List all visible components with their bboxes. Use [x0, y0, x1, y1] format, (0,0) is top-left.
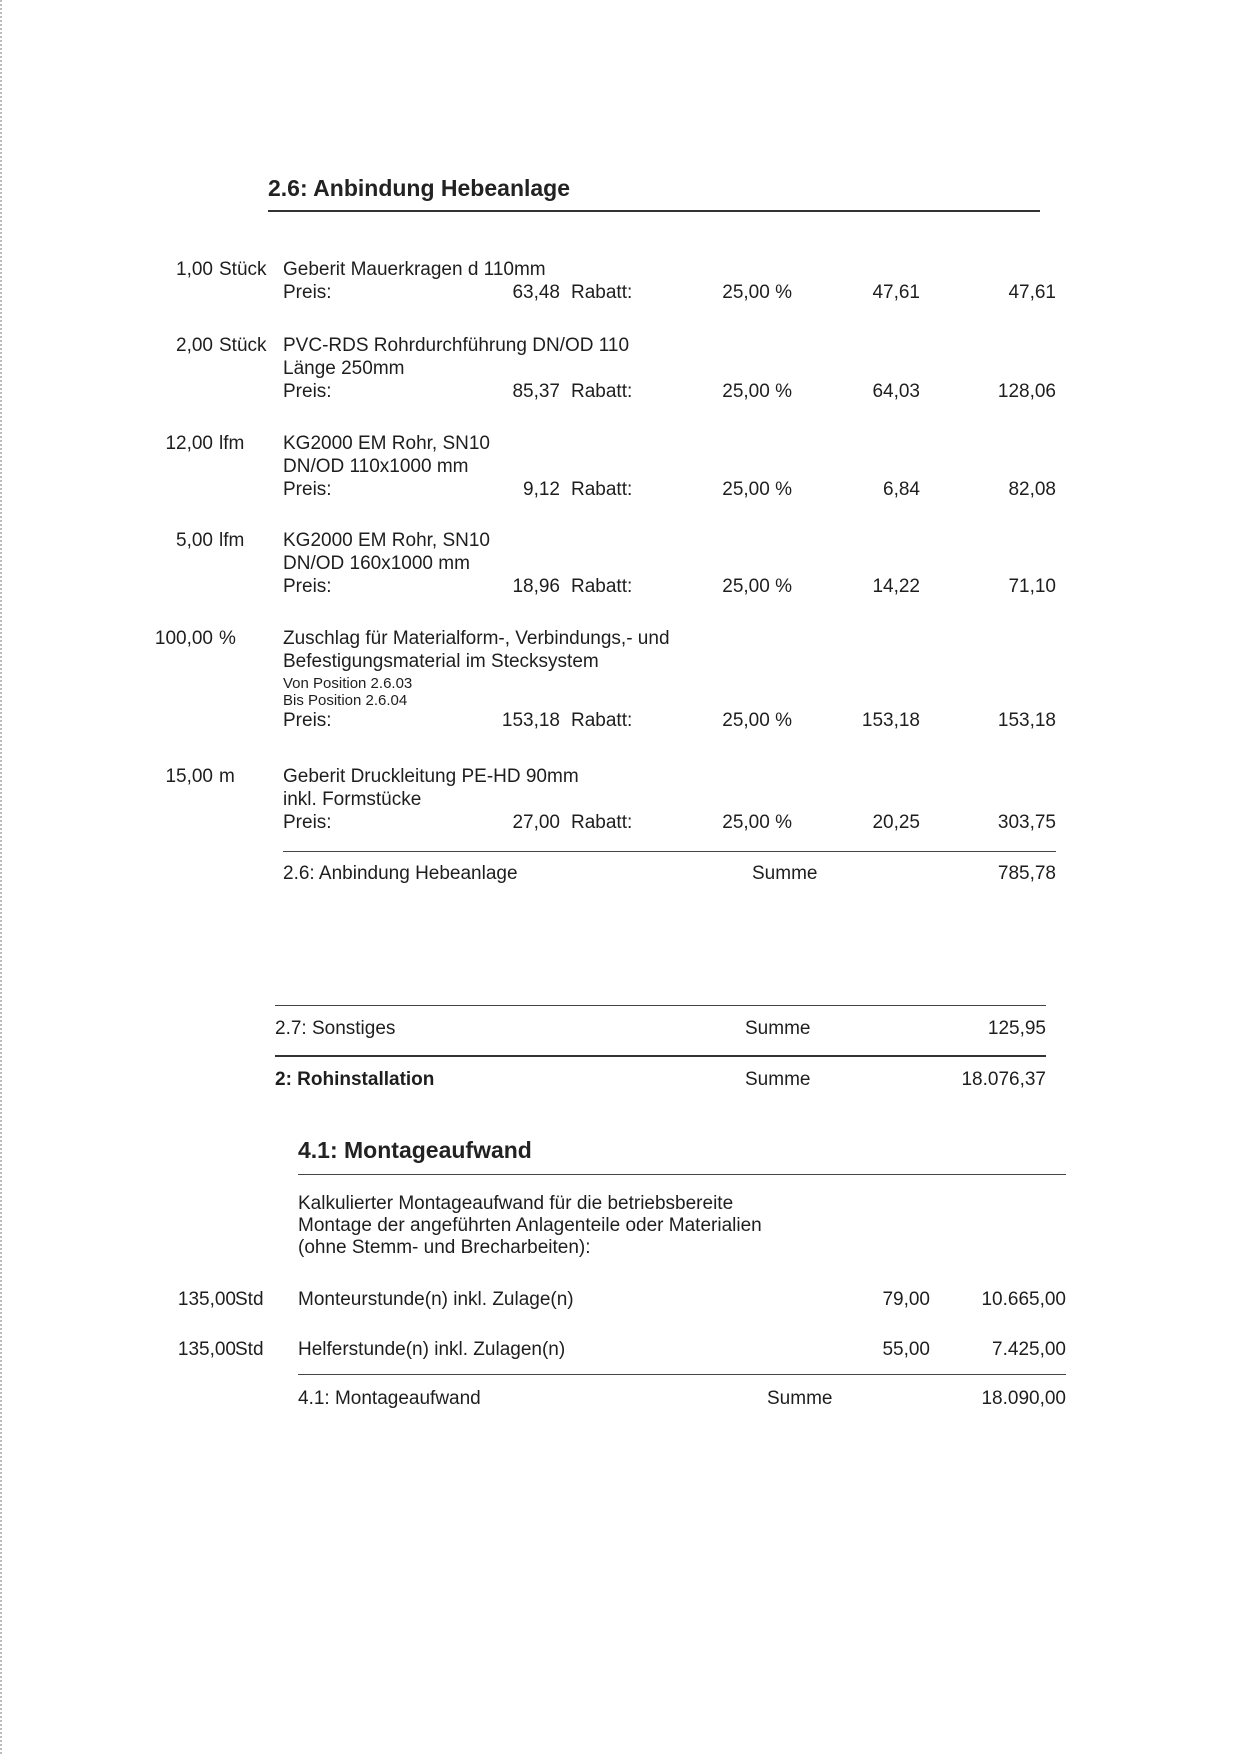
item-total: 303,75 [997, 812, 1056, 833]
item-price-label: Preis: [283, 381, 332, 402]
item-discount: 25,00 % [722, 710, 792, 731]
item-unit-net: 14,22 [872, 576, 920, 597]
item-unit-net: 6,84 [883, 479, 920, 500]
sum-word-2-6: Summe [752, 863, 818, 884]
sum-value-2: 18.076,37 [961, 1069, 1046, 1090]
section-heading-2-6: 2.6: Anbindung Hebeanlage [268, 175, 571, 201]
labor-rate: 79,00 [882, 1289, 930, 1310]
item-qty: 1,00 [176, 259, 213, 280]
item-description-line: inkl. Formstücke [283, 789, 422, 810]
sum-value-2-6: 785,78 [997, 863, 1056, 884]
item-unit-net: 153,18 [861, 710, 920, 731]
item-reference-line: Bis Position 2.6.04 [283, 692, 408, 709]
sum-label-2-6: 2.6: Anbindung Hebeanlage [283, 863, 518, 884]
item-description-line: Geberit Mauerkragen d 110mm [283, 259, 546, 280]
page-left-edge [0, 0, 2, 1754]
item-discount-label: Rabatt: [571, 812, 633, 833]
item-discount: 25,00 % [722, 282, 792, 303]
item-description-line: KG2000 EM Rohr, SN10 [283, 530, 490, 551]
item-discount-label: Rabatt: [571, 479, 633, 500]
description-line: Montage der angeführten Anlagenteile oder Materialien [298, 1215, 762, 1236]
item-price: 27,00 [512, 812, 560, 833]
item-discount: 25,00 % [722, 381, 792, 402]
item-total: 153,18 [997, 710, 1056, 731]
sum-value-2-7: 125,95 [987, 1018, 1046, 1039]
item-price: 9,12 [523, 479, 560, 500]
item-discount-label: Rabatt: [571, 282, 633, 303]
item-price: 18,96 [512, 576, 560, 597]
labor-unit: Std [235, 1289, 264, 1310]
item-description-line: Befestigungsmaterial im Stecksystem [283, 651, 599, 672]
item-total: 82,08 [1008, 479, 1056, 500]
item-reference-line: Von Position 2.6.03 [283, 675, 413, 692]
item-total: 128,06 [997, 381, 1056, 402]
sum-rule-2-7 [275, 1005, 1046, 1006]
description-line: Kalkulierter Montageaufwand für die betriebsbereite [298, 1193, 734, 1214]
item-price: 63,48 [512, 282, 560, 303]
item-discount: 25,00 % [722, 576, 792, 597]
item-description-line: KG2000 EM Rohr, SN10 [283, 433, 490, 454]
item-unit: Stück [219, 335, 267, 356]
description-line: (ohne Stemm- und Brecharbeiten): [298, 1237, 591, 1258]
sum-value-4-1: 18.090,00 [981, 1388, 1066, 1409]
item-unit-net: 47,61 [872, 282, 920, 303]
item-qty: 2,00 [176, 335, 213, 356]
item-unit: Stück [219, 259, 267, 280]
sum-word-4-1: Summe [767, 1388, 833, 1409]
item-qty: 100,00 [154, 628, 213, 649]
item-discount: 25,00 % [722, 479, 792, 500]
item-description-line: DN/OD 110x1000 mm [283, 456, 469, 477]
item-price: 153,18 [501, 710, 560, 731]
item-unit: lfm [219, 530, 245, 551]
sum-rule-4-1 [298, 1374, 1066, 1375]
sum-rule-2 [275, 1055, 1046, 1057]
item-total: 71,10 [1008, 576, 1056, 597]
item-price-label: Preis: [283, 479, 332, 500]
labor-text: Helferstunde(n) inkl. Zulagen(n) [298, 1339, 566, 1360]
labor-total: 10.665,00 [981, 1289, 1066, 1310]
labor-rate: 55,00 [882, 1339, 930, 1360]
labor-qty: 135,00 [177, 1289, 236, 1310]
item-description-line: Geberit Druckleitung PE-HD 90mm [283, 766, 579, 787]
item-qty: 12,00 [165, 433, 213, 454]
item-unit: % [219, 628, 236, 649]
section-heading-4-1: 4.1: Montageaufwand [298, 1137, 532, 1163]
section-heading-rule [268, 210, 1040, 212]
section-heading-rule-4-1 [298, 1174, 1066, 1175]
item-qty: 5,00 [176, 530, 213, 551]
labor-text: Monteurstunde(n) inkl. Zulage(n) [298, 1289, 574, 1310]
item-discount-label: Rabatt: [571, 710, 633, 731]
item-discount: 25,00 % [722, 812, 792, 833]
sum-rule-2-6 [283, 851, 1056, 852]
item-discount-label: Rabatt: [571, 576, 633, 597]
sum-word-2: Summe [745, 1069, 811, 1090]
item-unit: m [219, 766, 235, 787]
item-description-line: DN/OD 160x1000 mm [283, 553, 470, 574]
description-4-1 [298, 1193, 762, 1259]
labor-unit: Std [235, 1339, 264, 1360]
item-price: 85,37 [512, 381, 560, 402]
item-price-label: Preis: [283, 812, 332, 833]
item-description-line: Zuschlag für Materialform-, Verbindungs,- und [283, 628, 670, 649]
sum-label-2: 2: Rohinstallation [275, 1069, 435, 1090]
item-unit: lfm [219, 433, 245, 454]
item-qty: 15,00 [165, 766, 213, 787]
item-unit-net: 64,03 [872, 381, 920, 402]
item-unit-net: 20,25 [872, 812, 920, 833]
sum-word-2-7: Summe [745, 1018, 811, 1039]
item-description-line: PVC-RDS Rohrdurchführung DN/OD 110 [283, 335, 630, 356]
sum-label-2-7: 2.7: Sonstiges [275, 1018, 396, 1039]
item-price-label: Preis: [283, 282, 332, 303]
labor-qty: 135,00 [177, 1339, 236, 1360]
item-total: 47,61 [1008, 282, 1056, 303]
item-discount-label: Rabatt: [571, 381, 633, 402]
labor-total: 7.425,00 [992, 1339, 1066, 1360]
item-price-label: Preis: [283, 710, 332, 731]
item-description-line: Länge 250mm [283, 358, 405, 379]
sum-label-4-1: 4.1: Montageaufwand [298, 1388, 481, 1409]
item-price-label: Preis: [283, 576, 332, 597]
